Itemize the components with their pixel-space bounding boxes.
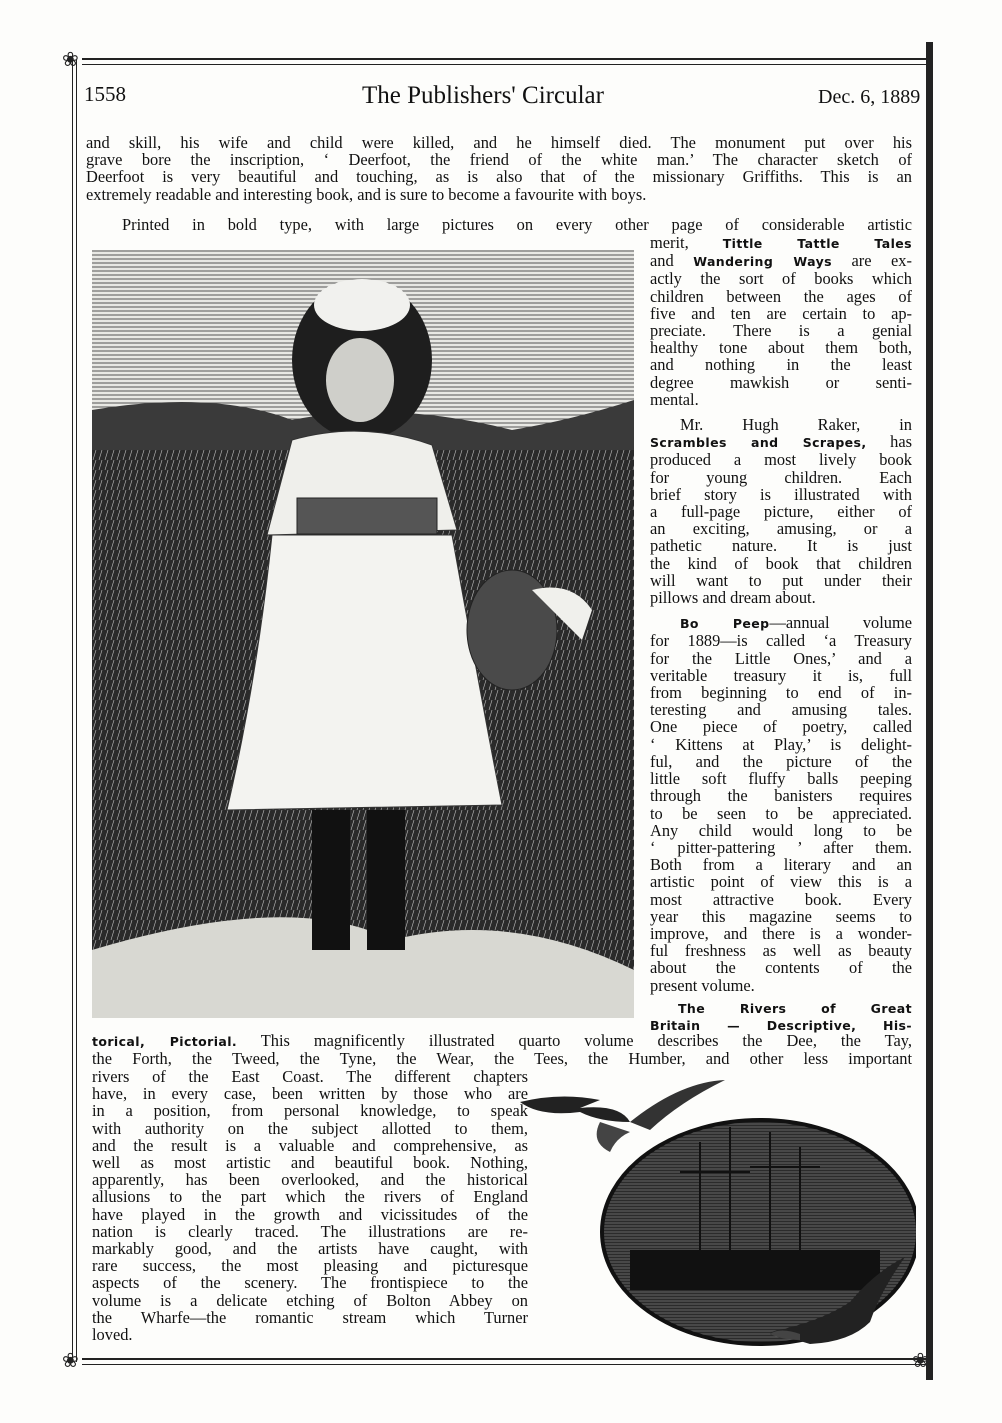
text-line: through the banisters requires	[650, 786, 912, 806]
text-line: for 1889—is called ‘a Treasury	[650, 631, 912, 651]
text-line: grave bore the inscription, ‘ Deerfoot, the friend of the white man.’ The character sketch of	[86, 150, 912, 170]
text-line: ful, and the picture of the	[650, 751, 912, 771]
text-line: brief story is illustrated with	[650, 484, 912, 504]
text-line: artistic point of view this is a	[650, 872, 912, 892]
rivers-paragraph-wide	[92, 1032, 912, 1067]
wandering-ways-line	[650, 252, 912, 270]
bo-peep-line	[650, 614, 912, 632]
text-line: Deerfoot is very beautiful and touching, as is also that of the missionary Griffiths. This is an	[86, 167, 912, 187]
text-line: and skill, his wife and child were killed, and he himself died. The monument put over his	[86, 133, 912, 152]
text-line: improve, and there is a wonder-	[650, 923, 912, 943]
girl-engraving-svg	[92, 250, 634, 1018]
text-line: the Forth, the Tweed, the Tyne, the Wear, the Tees, the Humber, and other less important	[92, 1049, 912, 1069]
text-line: from beginning to end of in-	[650, 683, 912, 703]
scrambles-line	[650, 433, 912, 451]
text-line: preciate. There is a genial	[650, 321, 912, 341]
corner-ornament-top-left: ❀	[62, 49, 79, 71]
text-run: are ex-	[851, 251, 912, 271]
rivers-line-1	[92, 1032, 912, 1050]
corner-ornament-bottom-left: ❀	[62, 1350, 79, 1372]
corner-ornament-bottom-right: ❀	[912, 1350, 929, 1372]
text-line: teresting and amusing tales.	[650, 700, 912, 720]
book-title-rivers-line1: The Rivers of Great	[678, 1000, 912, 1016]
text-line: aspects of the scenery. The frontispiece to the	[92, 1273, 528, 1293]
text-line: allusions to the part which the rivers of England	[92, 1187, 528, 1207]
text-line: degree mawkish or senti-	[650, 372, 912, 392]
text-line: and the result is a valuable and comprehensive, as	[92, 1135, 528, 1155]
text-line: children between the ages of	[650, 286, 912, 306]
text-line: well as most artistic and beautiful book. Nothing,	[92, 1153, 528, 1173]
text-line: will want to put under their	[650, 570, 912, 590]
top-rule	[82, 58, 930, 60]
text-line: rare success, the most pleasing and picturesque	[92, 1256, 528, 1276]
text-line: with authority on the subject allotted to them,	[92, 1118, 528, 1138]
paragraph-tittle-tattle-first-line	[122, 216, 912, 233]
text-line: present volume.	[650, 975, 755, 995]
text-line: pillows and dream about.	[650, 588, 816, 608]
text-line: nation is clearly traced. The illustrations are re-	[92, 1221, 528, 1241]
text-line: to be seen to be appreciated.	[650, 803, 912, 823]
text-line: One piece of poetry, called	[650, 717, 912, 737]
text-line: markably good, and the artists have caught, with	[92, 1239, 528, 1259]
text-line: rivers of the East Coast. The different chapters	[92, 1067, 528, 1086]
text-line: Both from a literary and an	[650, 855, 912, 875]
text-run: —annual volume	[769, 613, 912, 633]
text-line: and nothing in the least	[650, 355, 912, 375]
text-line: the kind of book that children	[650, 553, 912, 573]
text-run: has	[890, 432, 912, 452]
issue-date: Dec. 6, 1889	[818, 86, 921, 108]
text-line: about the contents of the	[650, 958, 912, 978]
book-title-bo-peep: Bo Peep	[680, 616, 770, 632]
girl-engraving-illustration	[92, 250, 634, 1018]
left-rule	[72, 60, 73, 1362]
text-line: mental.	[650, 389, 699, 409]
text-line: little soft fluffy balls peeping	[650, 769, 912, 789]
text-line: for young children. Each	[650, 467, 912, 487]
book-title-tittle-tattle: Tittle Tattle Tales	[722, 236, 912, 251]
text-line: a full-page picture, either of	[650, 502, 912, 522]
book-title-rivers-end: torical, Pictorial.	[92, 1034, 238, 1049]
text-line: actly the sort of books which	[650, 269, 912, 289]
raker-first-line: Mr. Hugh Raker, in	[680, 415, 912, 435]
text-line: extremely readable and interesting book, and is sure to become a favourite with boys.	[86, 184, 647, 204]
text-line: ‘ Kittens at Play,’ is delight-	[650, 734, 912, 754]
text-line: healthy tone about them both,	[650, 338, 912, 358]
text-line: have, in every case, been written by those who are	[92, 1084, 528, 1104]
text-run: merit,	[650, 233, 689, 252]
text-line: in a position, from personal knowledge, to speak	[92, 1101, 528, 1121]
text-line: pathetic nature. It is just	[650, 536, 912, 556]
text-line: an exciting, amusing, or a	[650, 519, 912, 539]
right-rule	[926, 42, 933, 1380]
text-line: five and ten are certain to ap-	[650, 303, 912, 323]
top-rule-thin	[82, 64, 930, 65]
text-line: have played in the growth and vicissitudes of the	[92, 1204, 528, 1224]
book-title-wandering-ways: Wandering Ways	[693, 254, 832, 270]
publication-title: The Publishers' Circular	[362, 82, 604, 109]
book-title-rivers-line2: Britain — Descriptive, His-	[650, 1017, 912, 1033]
text-line: loved.	[92, 1325, 133, 1345]
text-line: most attractive book. Every	[650, 889, 912, 909]
rivers-paragraph-column	[92, 1068, 528, 1343]
text-line: for the Little Ones,’ and a	[650, 648, 912, 668]
text-line: the Wharfe—the romantic stream which Turner	[92, 1307, 528, 1327]
text-line: ‘ pitter-pattering ’ after them.	[650, 837, 912, 857]
right-column	[650, 234, 912, 1034]
text-run: and	[650, 251, 674, 271]
tittle-tattle-line	[650, 234, 912, 252]
text-line: ful freshness as well as beauty	[650, 941, 912, 961]
paragraph-deerfoot	[86, 134, 912, 203]
text-line: year this magazine seems to	[650, 906, 912, 926]
text-line: Printed in bold type, with large pictures on every other page of considerable artistic	[122, 215, 912, 234]
bottom-rule-thin	[82, 1364, 930, 1365]
text-line: volume is a delicate etching of Bolton Abbey on	[92, 1290, 528, 1310]
left-rule-inner	[76, 60, 77, 1362]
ships-vignette-svg	[520, 1072, 916, 1354]
book-title-scrambles-and-scrapes: Scrambles and Scrapes,	[650, 435, 867, 451]
page-number: 1558	[84, 82, 126, 106]
bottom-rule	[82, 1358, 930, 1360]
text-line: Any child would long to be	[650, 820, 912, 840]
text-line: veritable treasury it is, full	[650, 665, 912, 685]
text-run: This magnificently illustrated quarto volume describes the Dee, the Tay,	[260, 1031, 912, 1050]
text-line: apparently, has been overlooked, and the historical	[92, 1170, 528, 1190]
ships-vignette-illustration	[520, 1072, 916, 1354]
text-line: produced a most lively book	[650, 450, 912, 470]
